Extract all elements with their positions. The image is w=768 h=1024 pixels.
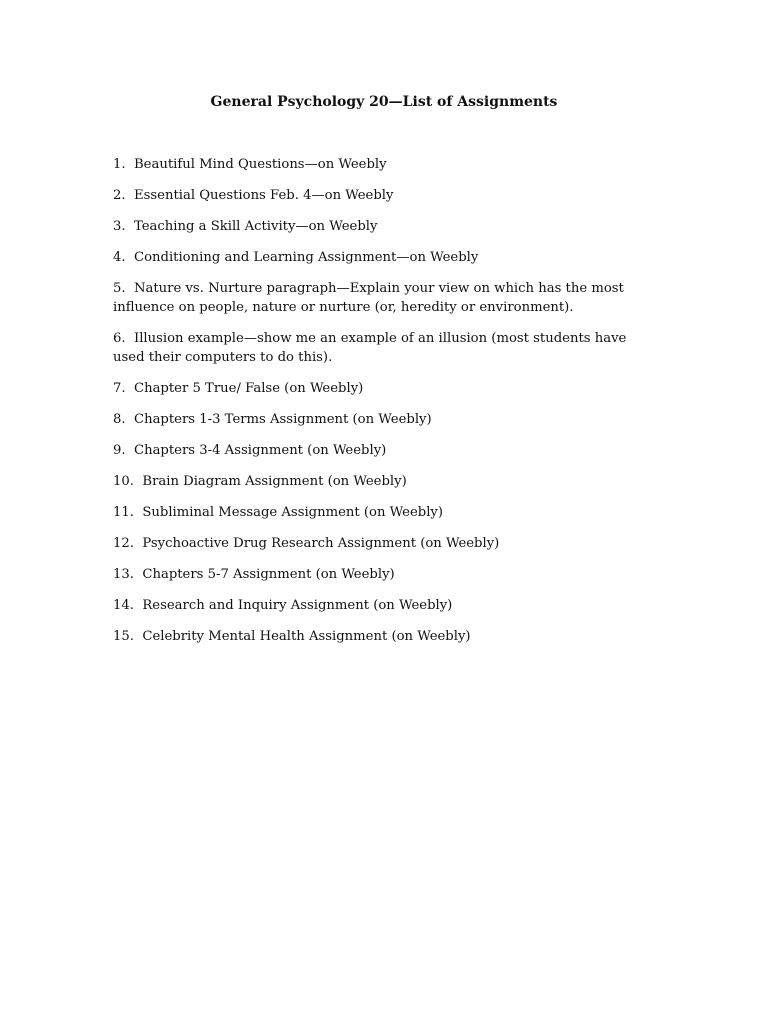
- list-item: [113, 379, 658, 398]
- list-item: [113, 248, 658, 267]
- list-item: [113, 472, 658, 491]
- item-text: Conditioning and Learning Assignment—on Weebly: [133, 250, 479, 265]
- item-text: Chapters 5-7 Assignment (on Weebly): [142, 567, 395, 582]
- item-number: 1.: [113, 157, 126, 172]
- document-title: General Psychology 20—List of Assignments: [210, 94, 558, 110]
- item-text: Brain Diagram Assignment (on Weebly): [142, 474, 407, 489]
- assignment-list: [113, 155, 658, 658]
- list-item: [113, 217, 658, 236]
- item-number: 8.: [113, 412, 126, 427]
- item-text: Chapters 3-4 Assignment (on Weebly): [133, 443, 387, 458]
- item-text: Research and Inquiry Assignment (on Weebly): [142, 598, 453, 613]
- item-text: Essential Questions Feb. 4—on Weebly: [133, 188, 394, 203]
- list-item: [113, 329, 658, 367]
- item-number: 4.: [113, 250, 126, 265]
- list-item: [113, 410, 658, 429]
- item-number: 11.: [113, 505, 134, 520]
- list-item: [113, 565, 658, 584]
- item-text: Celebrity Mental Health Assignment (on Weebly): [142, 629, 471, 644]
- item-number: 14.: [113, 598, 134, 613]
- list-item: [113, 155, 658, 174]
- item-text: Chapter 5 True/ False (on Weebly): [133, 381, 364, 396]
- item-number: 6.: [113, 331, 126, 346]
- item-number: 12.: [113, 536, 134, 551]
- item-number: 2.: [113, 188, 126, 203]
- item-text: Teaching a Skill Activity—on Weebly: [133, 219, 378, 234]
- item-text: Illusion example—show me an example of an illusion (most students have used their computers to do this).: [113, 331, 627, 365]
- list-item: [113, 627, 658, 646]
- item-number: 13.: [113, 567, 134, 582]
- list-item: [113, 534, 658, 553]
- list-item: [113, 441, 658, 460]
- item-text: Nature vs. Nurture paragraph—Explain your view on which has the most influence on people, nature or nurture (or, heredity or environment).: [113, 281, 624, 315]
- list-item: [113, 503, 658, 522]
- item-text: Beautiful Mind Questions—on Weebly: [133, 157, 387, 172]
- item-number: 9.: [113, 443, 126, 458]
- item-text: Subliminal Message Assignment (on Weebly): [142, 505, 444, 520]
- list-item: [113, 596, 658, 615]
- item-number: 3.: [113, 219, 126, 234]
- list-item: [113, 186, 658, 205]
- list-item: [113, 279, 658, 317]
- item-number: 7.: [113, 381, 126, 396]
- item-number: 15.: [113, 629, 134, 644]
- item-text: Psychoactive Drug Research Assignment (on Weebly): [142, 536, 500, 551]
- item-number: 10.: [113, 474, 134, 489]
- item-text: Chapters 1-3 Terms Assignment (on Weebly): [133, 412, 432, 427]
- item-number: 5.: [113, 281, 126, 296]
